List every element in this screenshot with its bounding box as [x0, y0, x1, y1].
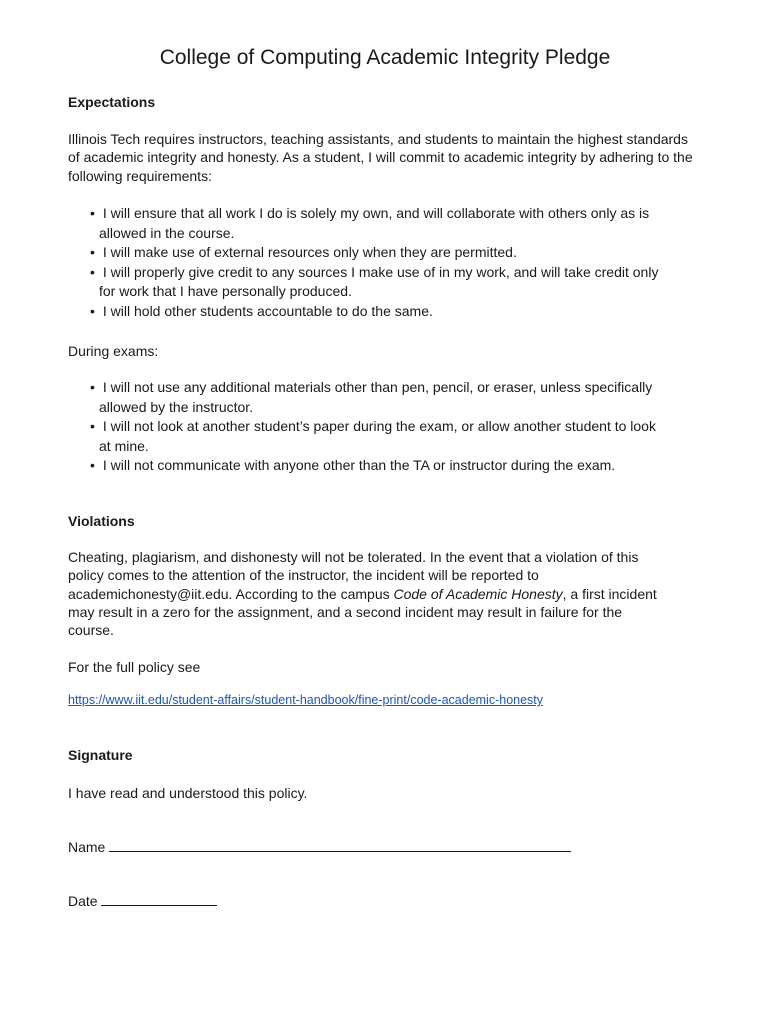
- date-field: [68, 891, 217, 910]
- date-blank-line[interactable]: [101, 891, 217, 906]
- violations-text: Cheating, plagiarism, and dishonesty will not be tolerated. In the event that a violation of this policy comes to the attention of the instructor, the incident will be reported to academichonesty@iit.edu. According to the campus Code of Academic Honesty, a first incident may result in a zero for the assignment, and a second incident may result in failure for the course.: [68, 549, 657, 639]
- list-item: • I will not communicate with anyone other than the TA or instructor during the exam.: [68, 456, 668, 476]
- list-item: • I will not look at another student’s paper during the exam, or allow another student to look at mine.: [90, 418, 656, 454]
- policy-link[interactable]: https://www.iit.edu/student-affairs/student-handbook/fine-print/code-academic-honesty: [68, 693, 544, 707]
- violations-heading: Violations: [68, 513, 135, 529]
- list-item: • I will not use any additional materials other than pen, pencil, or eraser, unless specifically allowed by the instructor.: [90, 379, 653, 415]
- name-label: Name: [68, 839, 106, 855]
- list-item: • I will hold other students accountable to do the same.: [68, 302, 668, 322]
- signature-heading: Signature: [68, 747, 133, 763]
- list-item: • I will make use of external resources only when they are permitted.: [68, 243, 668, 263]
- bullet-icon: •: [90, 418, 95, 434]
- bullet-icon: •: [90, 263, 95, 280]
- bullet-icon: •: [90, 205, 95, 221]
- list-item: • I will properly give credit to any sources I make use of in my work, and will take credit only for work that I have personally produced.: [90, 263, 659, 299]
- code-of-academic-honesty-title: Code of Academic Honesty: [393, 585, 563, 602]
- document-title: College of Computing Academic Integrity Pledge: [159, 46, 611, 69]
- name-field: [68, 837, 571, 856]
- name-blank-line[interactable]: [109, 837, 571, 852]
- during-exams-label: During exams:: [68, 343, 159, 359]
- bullet-icon: •: [90, 244, 95, 260]
- exam-bullet-list: [68, 378, 668, 476]
- expectations-intro: Illinois Tech requires instructors, teaching assistants, and students to maintain the highest standards of academic integrity and honesty. As a student, I will commit to academic integrity by adhering to the following requirements:: [68, 131, 693, 184]
- date-label: Date: [68, 893, 98, 909]
- expectations-heading: Expectations: [68, 94, 156, 110]
- expectations-bullet-list: [68, 204, 668, 321]
- bullet-icon: •: [90, 379, 95, 395]
- bullet-icon: •: [90, 302, 95, 319]
- full-policy-label: For the full policy see: [68, 659, 201, 675]
- bullet-icon: •: [90, 457, 95, 473]
- list-item: • I will ensure that all work I do is solely my own, and will collaborate with others only as is allowed in the course.: [90, 205, 650, 241]
- signature-statement: I have read and understood this policy.: [68, 785, 308, 801]
